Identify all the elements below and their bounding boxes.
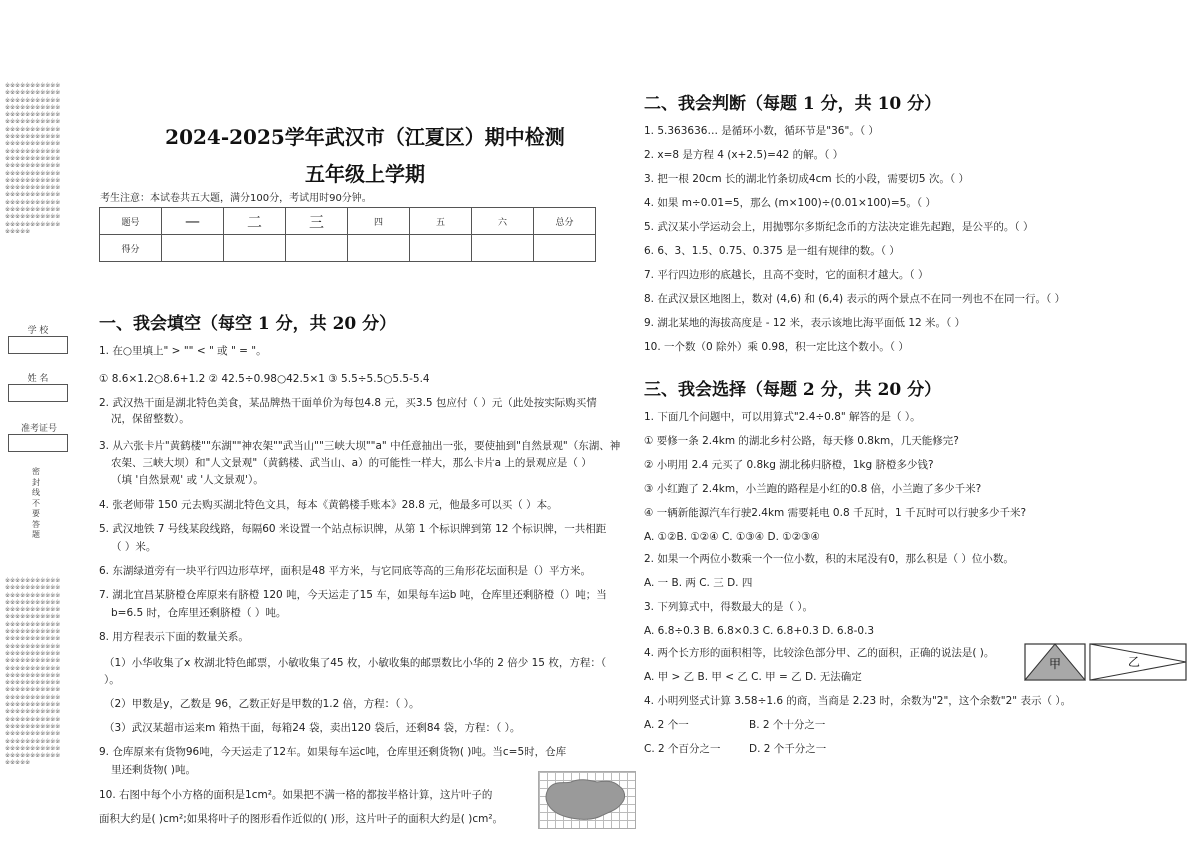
score-header-cell: 二 [224,208,286,235]
s1-question-8-3: （3）武汉某超市运来m 箱热干面，每箱24 袋，卖出120 袋后，还剩84 袋，方程：（ ）。 [104,722,521,734]
s1-question-3-cont: 农架、三峡大坝）和"人文景观"（黄鹤楼、武当山、a）的可能性一样大，那么卡片a 上的景观应是（ ） [111,457,592,469]
rectangles-shapes [1024,643,1188,681]
s1-question-5: 5. 武汉地铁 7 号线某段线路，每隔60 米设置一个站点标识牌，从第 1 个标识牌到第 12 个标识牌，一共相距 [99,523,607,535]
s2-item-8: 8. 在武汉景区地图上，数对 (4,6) 和 (6,4) 表示的两个景点不在同一列也不在同一行。（ ） [644,293,1066,305]
s1-question-8-1: （1）小华收集了x 枚湖北特色邮票，小敏收集了45 枚，小敏收集的邮票数比小华的 2 倍少 15 枚，方程：（ [104,657,607,669]
score-cell[interactable] [348,235,410,262]
score-cell[interactable] [472,235,534,262]
score-row-label: 得分 [100,235,162,262]
score-header-cell: 总分 [534,208,596,235]
score-header-cell: 五 [410,208,472,235]
s1-question-9: 9. 仓库原来有货物96吨，今天运走了12车。如果每车运c吨，仓库里还剩货物( )吨。当c=5时，仓库 [99,746,567,758]
s1-question-4: 4. 张老师带 150 元去购买湖北特色文具，每本《黄鹤楼手账本》28.8 元，他最多可以买（ ）本。 [99,499,558,511]
score-cell[interactable] [224,235,286,262]
section3-title: 三、我会选择（每题 2 分，共 20 分） [644,380,942,400]
s1-question-6: 6. 东湖绿道旁有一块平行四边形草坪，面积是48 平方米，与它同底等高的三角形花坛面积是（）平方米。 [99,565,592,577]
s1-question-8-1-cont: ）。 [104,674,120,686]
s1-question-3-cont2: （填 '自然景观' 或 '人文景观'）。 [111,474,264,486]
s1-question-10-cont: 面积大约是( )cm²;如果将叶子的图形看作近似的( )形，这片叶子的面积大约是( )cm²。 [99,813,504,825]
s3-question-5-option-d: D. 2 个千分之一 [749,743,827,755]
seal-notice: 密封线不要答题 [32,467,40,539]
s1-question-8: 8. 用方程表示下面的数量关系。 [99,631,249,643]
s1-question-5-cont: （ ）米。 [111,541,157,553]
s1-question-2-cont: 况，保留整数）。 [111,413,190,425]
exam-title: 2024-2025学年武汉市（江夏区）期中检测 [165,125,565,149]
school-label: 学 校 [27,326,49,336]
s2-item-1: 1. 5.363636… 是循环小数，循环节是"36"。（ ） [644,125,879,137]
s3-question-4: 4. 两个长方形的面积相等，比较涂色部分甲、乙的面积，正确的说法是( )。 [644,647,995,659]
s3-question-2: 2. 如果一个两位小数乘一个一位小数，积的末尾没有0，那么积是（ ）位小数。 [644,553,1014,565]
s3-question-1-option-3: ③ 小红跑了 2.4km，小兰跑的路程是小红的0.8 倍，小兰跑了多少千米? [644,483,982,495]
s2-item-4: 4. 如果 m÷0.01=5，那么 (m×100)÷(0.01×100)=5。（ ） [644,197,936,209]
score-header-cell: — [162,208,224,235]
s1-question-10: 10. 右图中每个小方格的面积是1cm²。如果把不满一格的都按半格计算，这片叶子的 [99,789,493,801]
s3-question-2-choices: A. 一 B. 两 C. 三 D. 四 [644,577,753,589]
s2-item-9: 9. 湖北某地的海拔高度是 - 12 米，表示该地比海平面低 12 米。（ ） [644,317,966,329]
s3-question-1-option-2: ② 小明用 2.4 元买了 0.8kg 湖北秭归脐橙，1kg 脐橙多少钱? [644,459,934,471]
s2-item-7: 7. 平行四边形的底越长，且高不变时，它的面积才越大。（ ） [644,269,929,281]
s3-question-1-option-1: ① 要修一条 2.4km 的湖北乡村公路，每天修 0.8km，几天能修完? [644,435,959,447]
score-cell[interactable] [534,235,596,262]
score-cell[interactable] [410,235,472,262]
s3-question-5-option-a: A. 2 个一 [644,719,689,731]
school-field[interactable] [8,336,68,354]
name-label: 姓 名 [27,374,49,384]
s1-question-7: 7. 湖北宜昌某脐橙仓库原来有脐橙 120 吨，今天运走了15 车，如果每车运b 吨，仓库里还剩脐橙（）吨；当 [99,589,607,601]
binding-dots-top: ※※※※※※※※※※※※※※※※※※※※※※※※※※※※※※※※※※※※※※※※※※※※※※※※※※※※※※※※※※※※※※※※※※※※※※※※※※※※※※※※※※※※※※※※※※※※※※※※※※※※※※※※※※※※※※※※※※※※※※※※※※※※※※※※※※※※※※※※※※※※※※※※※※※※※※※※※※※※※※※※※※※※※※※※※※※※※※※※※※※※※※※※※※※※※※※※※※※※※※※※※※※※※※※※※※※※※※※※※※※※※※※※※ [5,82,61,235]
s2-item-3: 3. 把一根 20cm 长的湖北竹条切成4cm 长的小段，需要切5 次。（ ） [644,173,970,185]
leaf-grid-figure [538,771,636,829]
s3-question-5-option-c: C. 2 个百分之一 [644,743,721,755]
section1-title: 一、我会填空（每空 1 分，共 20 分） [99,314,397,334]
name-field[interactable] [8,384,68,402]
section2-title: 二、我会判断（每题 1 分，共 10 分） [644,94,942,114]
s3-question-5: 4. 小明列竖式计算 3.58÷1.6 的商，当商是 2.23 时，余数为"2"，这个余数"2" 表示（ ）。 [644,695,1072,707]
score-header-cell: 六 [472,208,534,235]
exam-id-label: 准考证号 [20,424,57,434]
score-table-score-row [100,235,596,262]
score-cell[interactable] [286,235,348,262]
score-cell[interactable] [162,235,224,262]
s2-item-10: 10. 一个数（0 除外）乘 0.98，积一定比这个数小。（ ） [644,341,909,353]
s3-question-5-option-b: B. 2 个十分之一 [749,719,826,731]
s3-question-3: 3. 下列算式中，得数最大的是（ ）。 [644,601,813,613]
exam-id-field[interactable] [8,434,68,452]
binding-dots-bottom: ※※※※※※※※※※※※※※※※※※※※※※※※※※※※※※※※※※※※※※※※※※※※※※※※※※※※※※※※※※※※※※※※※※※※※※※※※※※※※※※※※※※※※※※※※※※※※※※※※※※※※※※※※※※※※※※※※※※※※※※※※※※※※※※※※※※※※※※※※※※※※※※※※※※※※※※※※※※※※※※※※※※※※※※※※※※※※※※※※※※※※※※※※※※※※※※※※※※※※※※※※※※※※※※※※※※※※※※※※※※※※※※※※※※※※※※※※※※※※※※※※※※※※※※※※※※※※※※※※※※※※※※※※※※※※※※※※※※※※※※※ [5,577,61,767]
s1-question-1-items: ① 8.6×1.2○8.6+1.2 ② 42.5÷0.98○42.5×1 ③ 5.5÷5.5○5.5-5.4 [99,373,430,385]
s1-question-1: 1. 在○里填上" > "" < " 或 " = "。 [99,345,267,357]
exam-notice: 考生注意：本试卷共五大题，满分100分，考试用时90分钟。 [100,193,372,204]
s2-item-6: 6. 6、3、1.5、0.75、0.375 是一组有规律的数。（ ） [644,245,900,257]
shape-label-jia: 甲 [1048,657,1062,671]
score-table [99,207,596,262]
rectangles-figure [1024,643,1188,681]
score-header-cell: 三 [286,208,348,235]
s2-item-5: 5. 武汉某小学运动会上，用抛鄂尔多斯纪念币的方法决定谁先起跑，是公平的。（ ） [644,221,1034,233]
s1-question-8-2: （2）甲数是y，乙数是 96，乙数正好是甲数的1.2 倍，方程：（ ）。 [104,698,420,710]
leaf-shape-icon [539,772,635,828]
s1-question-7-cont: b=6.5 时，仓库里还剩脐橙（ ）吨。 [111,607,287,619]
s3-question-3-choices: A. 6.8÷0.3 B. 6.8×0.3 C. 6.8+0.3 D. 6.8-0.3 [644,625,875,637]
s1-question-3: 3. 从六张卡片"黄鹤楼""东湖""神农架""武当山""三峡大坝""a" 中任意抽出一张，要使抽到"自然景观"（东湖、神 [99,440,621,452]
s1-question-9-cont: 里还剩货物( )吨。 [111,764,197,776]
score-header-cell: 题号 [100,208,162,235]
score-table-header-row [100,208,596,235]
score-header-cell: 四 [348,208,410,235]
s3-question-4-choices: A. 甲 > 乙 B. 甲 < 乙 C. 甲 = 乙 D. 无法确定 [644,671,862,683]
s2-item-2: 2. x=8 是方程 4 (x+2.5)=42 的解。（ ） [644,149,844,161]
shape-label-yi: 乙 [1127,655,1141,669]
exam-subtitle: 五年级上学期 [305,162,425,186]
s3-question-1-option-4: ④ 一辆新能源汽车行驶2.4km 需要耗电 0.8 千瓦时，1 千瓦时可以行驶多少千米? [644,507,1027,519]
s3-question-1: 1. 下面几个问题中，可以用算式"2.4÷0.8" 解答的是（ ）。 [644,411,921,423]
s3-question-1-choices: A. ①②B. ①②④ C. ①③④ D. ①②③④ [644,531,820,543]
s1-question-2: 2. 武汉热干面是湖北特色美食，某品牌热干面单价为每包4.8 元，买3.5 包应付（ ）元（此处按实际购买情 [99,397,597,409]
